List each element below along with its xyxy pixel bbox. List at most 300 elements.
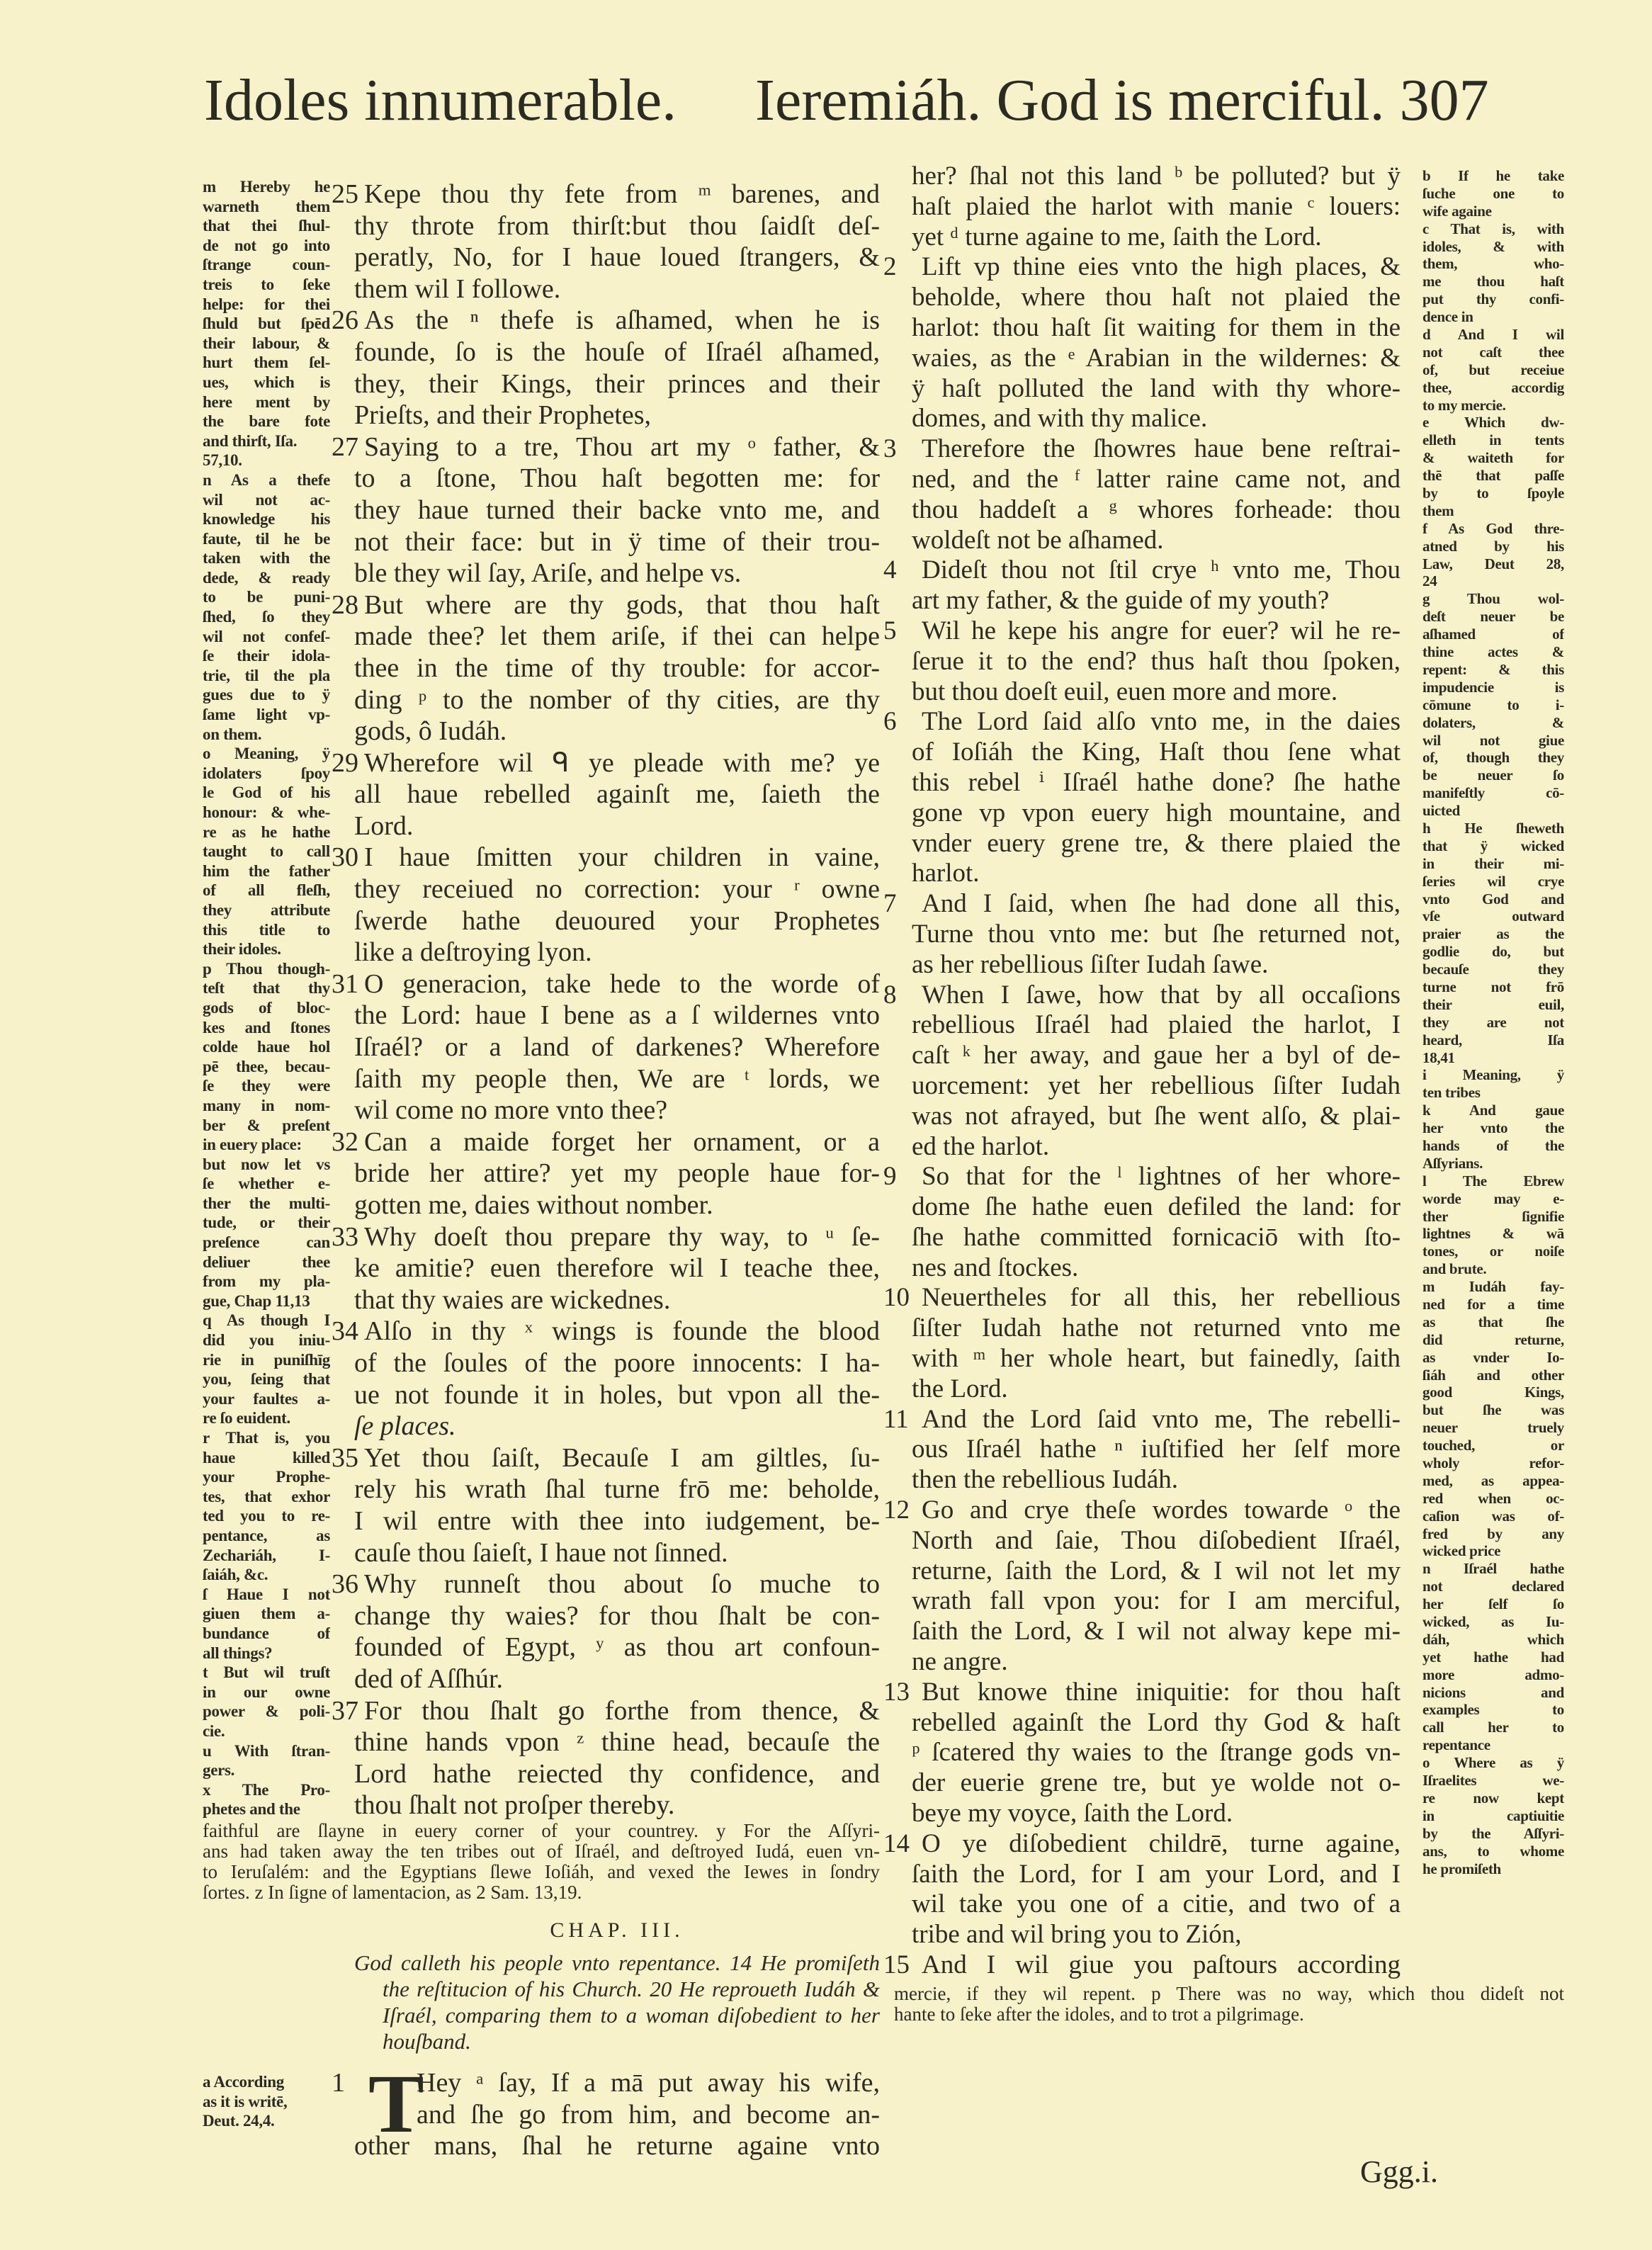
- line-text: to a ſtone, Thou haſt begotten me: for: [354, 463, 880, 494]
- text-line: [912, 829, 1401, 859]
- footnote-line: mercie, if they wil repent. p There was no way, which thou dideſt not: [894, 1984, 1564, 2004]
- running-head-right: Ieremiáh. God is merciful. 307: [755, 67, 1489, 133]
- line-text: rebellious Iſraél had plaied the harlot, I: [912, 1010, 1401, 1040]
- line-text: thee in the time of thy trouble: for accor-: [354, 652, 880, 683]
- margin-note-line: warneth them: [203, 197, 330, 215]
- text-line: [912, 1799, 1401, 1829]
- line-text: ed the harlot.: [912, 1131, 1050, 1161]
- margin-note-line: vnto God and: [1422, 890, 1564, 908]
- margin-note-line: call her to: [1422, 1719, 1564, 1736]
- margin-note-line: Zechariáh, I-: [203, 1546, 330, 1564]
- text-line: [912, 920, 1401, 950]
- line-text: Saying to a tre, Thou art my ᵒ father, &: [364, 431, 880, 462]
- margin-note-line: pentance, as: [203, 1526, 330, 1544]
- margin-note-line: phetes and the: [203, 1800, 300, 1819]
- margin-note-line: in euery place:: [203, 1136, 302, 1154]
- line-text: beye my voyce, ſaith the Lord.: [912, 1799, 1233, 1828]
- text-line: [354, 337, 880, 368]
- margin-note-line: you, ſeing that: [203, 1370, 330, 1389]
- margin-note-line: all things?: [203, 1644, 273, 1662]
- margin-note-line: vſe outward: [1422, 908, 1564, 925]
- margin-note-line: on them.: [203, 725, 262, 743]
- margin-note-line: not caſt thee: [1422, 343, 1564, 361]
- margin-note-line: ſe their idola-: [203, 647, 330, 665]
- margin-note-line: and brute.: [1422, 1260, 1487, 1278]
- margin-note-line: ues, which is: [203, 373, 330, 391]
- text-line: [912, 526, 1401, 556]
- margin-note-line: f As God thre-: [1422, 519, 1564, 537]
- text-line: [912, 344, 1401, 374]
- line-text: Wil he kepe his angre for euer? wil he re-: [922, 616, 1401, 645]
- margin-note-line: he promiſeth: [1422, 1860, 1501, 1877]
- line-text: bride her attire? yet my people haue for-: [354, 1158, 880, 1189]
- margin-note-line: yet hathe had: [1422, 1648, 1564, 1666]
- margin-note-line: uicted: [1422, 802, 1461, 820]
- line-text: harlot: thou haſt ſit waiting for them in the: [912, 312, 1401, 342]
- line-text: I haue ſmitten your children in vaine,: [364, 842, 880, 873]
- text-line: [332, 431, 880, 463]
- text-line: [332, 1316, 880, 1347]
- verse-number: 25: [332, 179, 358, 209]
- text-line: [332, 1221, 880, 1253]
- verse-number: 28: [332, 589, 358, 620]
- text-line: [912, 1010, 1401, 1041]
- margin-note-line: did returne,: [1422, 1330, 1564, 1348]
- margin-note-line: ned for a time: [1422, 1296, 1564, 1313]
- margin-note-line: from my pla-: [203, 1272, 330, 1291]
- line-text: thou haddeſt a ᵍ whores forheade: thou: [912, 494, 1401, 524]
- line-text: and ſhe go from him, and become an-: [417, 2099, 880, 2130]
- margin-note-line: touched, or: [1422, 1437, 1564, 1454]
- line-text: wrath fall vpon you: for I am merciful,: [912, 1586, 1401, 1616]
- summary-line: Iſraél, comparing them to a woman diſobedient to her: [383, 2003, 880, 2028]
- margin-note-line: n As a thefe: [203, 470, 330, 489]
- verse-number: 4: [883, 555, 897, 585]
- margin-note-line: to be puni-: [203, 588, 330, 606]
- text-line: [354, 1758, 880, 1790]
- line-text: wil take you one of a citie, and two of a: [912, 1889, 1401, 1919]
- verse-number: 9: [883, 1162, 897, 1192]
- margin-note-line: praier as the: [1422, 925, 1564, 943]
- right-margin-notes: [1422, 167, 1564, 1877]
- text-line: [354, 526, 880, 558]
- line-text: Iſraél? or a land of darkenes? Wherefore: [354, 1032, 880, 1063]
- line-text: ous Iſraél hathe ⁿ iuſtified her ſelf more: [912, 1435, 1401, 1464]
- line-text: her? ſhal not this land ᵇ be polluted? but ÿ: [912, 162, 1401, 191]
- text-line: [354, 463, 880, 494]
- margin-note-line: they are not: [1422, 1013, 1564, 1031]
- right-footnotes: [894, 1984, 1564, 2025]
- text-line: [912, 313, 1401, 344]
- verse-number: 12: [883, 1496, 910, 1525]
- margin-note-line: their labour, &: [203, 334, 330, 352]
- summary-line: God calleth his people vnto repentance. 14 He promiſeth: [354, 1950, 880, 1975]
- margin-note-line: ſeries wil crye: [1422, 872, 1564, 890]
- text-line: [354, 1253, 880, 1284]
- line-text: Why runneſt thou about ſo muche to: [364, 1569, 880, 1600]
- margin-note-line: haue killed: [203, 1448, 330, 1466]
- line-text: ne angre.: [912, 1647, 1008, 1677]
- text-line: [912, 1435, 1401, 1465]
- margin-note-line: aſhamed of: [1422, 626, 1564, 643]
- line-text: So that for the ˡ lightnes of her whore-: [922, 1162, 1401, 1192]
- margin-note-line: d And I wil: [1422, 326, 1564, 344]
- line-text: ſiſter Iudah hathe not returned vnto me: [912, 1313, 1401, 1343]
- line-text: the Lord.: [912, 1374, 1008, 1403]
- margin-note-line: a According: [203, 2073, 284, 2091]
- summary-line: houſband.: [383, 2029, 471, 2054]
- text-line: [912, 374, 1401, 405]
- margin-note-line: wicked, as Iu-: [1422, 1613, 1564, 1631]
- margin-note-line: hands of the: [1422, 1136, 1564, 1154]
- margin-note-line: q As though I: [203, 1311, 330, 1330]
- text-line: [883, 980, 1401, 1011]
- margin-note-line: rie in puniſhīg: [203, 1350, 330, 1369]
- margin-note-line: l The Ebrew: [1422, 1172, 1564, 1189]
- text-line: [332, 589, 880, 621]
- text-line: [354, 621, 880, 652]
- line-text: waies, as the ᵉ Arabian in the wildernes: &: [912, 343, 1401, 373]
- margin-note-line: cōmune to i-: [1422, 696, 1564, 713]
- text-line: [912, 1071, 1401, 1102]
- line-text: ſaith my people then, We are ᵗ lords, we: [354, 1063, 880, 1094]
- line-text: Lift vp thine eies vnto the high places, &: [922, 252, 1401, 282]
- margin-note-line: dáh, which: [1422, 1630, 1564, 1648]
- margin-note-line: manifeſtly cō-: [1422, 784, 1564, 802]
- line-text: ned, and the ᶠ latter raine came not, and: [912, 464, 1401, 494]
- text-line: [912, 465, 1401, 495]
- margin-note-line: tude, or their: [203, 1214, 330, 1232]
- text-line: [912, 586, 1401, 616]
- margin-note-line: dolaters, &: [1422, 713, 1564, 731]
- line-text: them wil I followe.: [354, 273, 561, 304]
- margin-note-line: & waiteth for: [1422, 449, 1564, 467]
- text-line: [332, 1695, 880, 1727]
- margin-note-line: they attribute: [203, 900, 330, 919]
- margin-note-line: ſtrange coun-: [203, 256, 330, 274]
- line-text: then the rebellious Iudáh.: [912, 1465, 1179, 1495]
- line-text: O ye diſobedient childrē, turne againe,: [922, 1828, 1401, 1858]
- margin-note-line: neuer truely: [1422, 1419, 1564, 1437]
- margin-note-line: r That is, you: [203, 1429, 330, 1447]
- left-footnotes: [203, 1821, 880, 1903]
- text-line: [354, 1000, 880, 1031]
- margin-note-line: their idoles.: [203, 940, 281, 959]
- footnote-line: ſortes. z In ſigne of lamentacion, as 2 Sam. 13,19.: [203, 1882, 582, 1903]
- line-text: Therefore the ſhowres haue bene reſtrai-: [922, 434, 1401, 464]
- margin-note-line: as that ſhe: [1422, 1313, 1564, 1330]
- line-text: ÿ haſt polluted the land with thy whore-: [912, 373, 1401, 403]
- verse-number: 5: [883, 616, 897, 645]
- verse-number: 13: [883, 1677, 910, 1707]
- line-text: And I ſaid, when ſhe had done all this,: [922, 889, 1401, 919]
- margin-note-line: teſt that thy: [203, 979, 330, 997]
- verse-number: 2: [883, 252, 897, 282]
- text-line: [354, 368, 880, 400]
- text-line: [912, 1860, 1401, 1890]
- verse-number: 33: [332, 1221, 358, 1252]
- text-line: [332, 1568, 880, 1600]
- line-text: ᵖ ſcatered thy waies to the ſtrange gods vn-: [912, 1738, 1401, 1768]
- verse-number: 32: [332, 1126, 358, 1157]
- text-line: [332, 968, 880, 1000]
- text-line: [883, 1950, 1401, 1981]
- margin-note-line: ſuche one to: [1422, 184, 1564, 202]
- text-line: [354, 1474, 880, 1505]
- margin-note-line: m Iudáh fay-: [1422, 1278, 1564, 1296]
- text-line: [912, 859, 1401, 889]
- margin-note-line: 18,41: [1422, 1048, 1455, 1066]
- text-line: [354, 1505, 880, 1537]
- margin-note-line: wholy refor-: [1422, 1454, 1564, 1472]
- line-text: caſt ᵏ her away, and gaue her a byl of de-: [912, 1041, 1401, 1070]
- line-text: But where are thy gods, that thou haſt: [364, 589, 880, 620]
- verse-number: 10: [883, 1283, 910, 1313]
- text-line: [354, 1347, 880, 1379]
- text-line: [883, 1283, 1401, 1313]
- margin-note-line: wife againe: [1422, 202, 1492, 220]
- line-text: Alſo in thy ˣ wings is founde the blood: [364, 1316, 880, 1347]
- drop-cap: T: [368, 2057, 424, 2150]
- margin-note-line: him the father: [203, 861, 330, 880]
- line-text: And I wil giue you paſtours according: [922, 1950, 1401, 1980]
- line-text: And the Lord ſaid vnto me, The rebelli-: [922, 1404, 1401, 1434]
- margin-note-line: more admo-: [1422, 1666, 1564, 1683]
- line-text: of the ſoules of the poore innocents: I ha-: [354, 1347, 880, 1378]
- text-line: [332, 179, 880, 210]
- margin-note-line: deliuer thee: [203, 1253, 330, 1271]
- line-text: the Lord: haue I bene as a ſ wildernes vnto: [354, 1000, 880, 1031]
- line-text: Kepe thou thy fete from ᵐ barenes, and: [364, 179, 880, 209]
- margin-note-line: gods of bloc-: [203, 998, 330, 1017]
- margin-note-line: x The Pro-: [203, 1780, 330, 1799]
- margin-note-line: giuen them a-: [203, 1605, 330, 1623]
- margin-note-line: re ſo euident.: [203, 1409, 290, 1428]
- line-text: Neuertheles for all this, her rebellious: [922, 1283, 1401, 1313]
- margin-note-line: i Meaning, ÿ: [1422, 1066, 1564, 1084]
- margin-note-line: c That is, with: [1422, 220, 1564, 237]
- footnote-line: ans had taken away the ten tribes out of Iſraél, and deſtroyed Iudá, euen vn-: [203, 1841, 880, 1862]
- left-column-text: [332, 179, 880, 1821]
- text-line: [883, 889, 1401, 920]
- margin-note-line: n Iſraél hathe: [1422, 1560, 1564, 1578]
- text-line: [912, 1556, 1401, 1587]
- margin-note-line: re as he hathe: [203, 822, 330, 841]
- line-text: The Lord ſaid alſo vnto me, in the daies: [922, 707, 1401, 737]
- line-text: der euerie grene tre, but ye wolde not o-: [912, 1768, 1401, 1798]
- text-line: [883, 1496, 1401, 1526]
- margin-note-line: them: [1422, 502, 1454, 519]
- margin-note-line: ſhuld but ſpēd: [203, 315, 330, 333]
- left-margin-notes: [203, 177, 330, 1819]
- margin-note-line: that ÿ wicked: [1422, 837, 1564, 854]
- line-text: ſwerde hathe deuoured your Prophetes: [354, 905, 880, 936]
- margin-note-line: elleth in tents: [1422, 431, 1564, 449]
- verse-number: 36: [332, 1569, 358, 1600]
- margin-note-line: be neuer ſo: [1422, 767, 1564, 784]
- text-line: [912, 1253, 1401, 1284]
- margin-note-line: your Prophe-: [203, 1468, 330, 1486]
- margin-note-line: ſ Haue I not: [203, 1585, 330, 1603]
- margin-note-line: Iſraelites we-: [1422, 1772, 1564, 1790]
- margin-note-line: godlie do, but: [1422, 943, 1564, 961]
- verse-number: 3: [883, 434, 897, 464]
- line-text: gone vp vpon euery high mountaine, and: [912, 798, 1401, 827]
- margin-note-line: me thou haſt: [1422, 273, 1564, 290]
- margin-note-line: heard, Iſa: [1422, 1031, 1564, 1048]
- margin-note-line: tes, that exhor: [203, 1487, 330, 1505]
- chapter-verse-1: [354, 2057, 880, 2162]
- line-text: Yet thou ſaiſt, Becauſe I am giltles, ſu-: [364, 1442, 880, 1473]
- margin-note-line: this title to: [203, 920, 330, 939]
- text-line: [354, 400, 880, 431]
- right-column-text: [883, 162, 1401, 1981]
- margin-note-line: med, as appea-: [1422, 1471, 1564, 1489]
- margin-note-line: her vnto the: [1422, 1119, 1564, 1137]
- line-text: Go and crye theſe wordes towarde ᵒ the: [922, 1496, 1401, 1525]
- verse-number: 31: [332, 968, 358, 999]
- line-text: but thou doeſt euil, euen more and more.: [912, 677, 1338, 706]
- margin-note-line: to my mercie.: [1422, 396, 1506, 414]
- line-text: they, their Kings, their princes and their: [354, 368, 880, 399]
- line-text: harlot.: [912, 859, 980, 888]
- line-text: returne, ſaith the Lord, & I wil not let my: [912, 1556, 1401, 1585]
- line-text: they haue turned their backe vnto me, and: [354, 494, 880, 525]
- margin-note-line: le God of his: [203, 784, 330, 802]
- text-line: [354, 779, 880, 810]
- text-line: [912, 1374, 1401, 1405]
- text-line: [354, 1063, 880, 1095]
- margin-note-line: repent: & this: [1422, 660, 1564, 678]
- text-line: [912, 1768, 1401, 1799]
- line-text: was not afrayed, but ſhe went alſo, & plai-: [912, 1101, 1401, 1131]
- margin-note-line: ther ſignifie: [1422, 1207, 1564, 1225]
- margin-note-line: m Hereby he: [203, 178, 330, 196]
- line-text: ſaith the Lord, & I wil not alway kepe mi-: [912, 1617, 1401, 1646]
- margin-note-line: trie, til the pla: [203, 666, 330, 684]
- margin-note-line: fred by any: [1422, 1525, 1564, 1542]
- text-line: [883, 1404, 1401, 1435]
- margin-note-line: honour: & whe-: [203, 803, 330, 821]
- margin-note-line: thē that paſſe: [1422, 467, 1564, 485]
- text-line: [912, 1192, 1401, 1223]
- line-text: thine hands vpon ᶻ thine head, becauſe the: [354, 1727, 880, 1758]
- margin-note-line: ted you to re-: [203, 1507, 330, 1525]
- margin-note-line: idoles, & with: [1422, 237, 1564, 255]
- line-text: this rebel ⁱ Iſraél hathe done? ſhe hathe: [912, 767, 1401, 797]
- margin-note-line: in our owne: [203, 1683, 330, 1701]
- line-text: ke amitie? euen therefore wil I teache thee,: [354, 1253, 880, 1284]
- margin-note-line: ſe they were: [203, 1077, 330, 1095]
- margin-note-line: idolaters ſpoy: [203, 764, 330, 782]
- margin-note-line: tones, or noiſe: [1422, 1243, 1564, 1260]
- line-text: I wil entre with thee into iudgement, be-: [354, 1505, 880, 1536]
- line-text: ding ᵖ to the nomber of thy cities, are thy: [354, 684, 880, 715]
- margin-note-line: not declared: [1422, 1578, 1564, 1595]
- text-line: [912, 798, 1401, 829]
- line-text: ſe places.: [354, 1411, 456, 1442]
- footnote-line: to Ieruſalém: and the Egyptians ſlewe Ioſiáh, and vexed the Iewes in ſondry: [203, 1862, 880, 1882]
- line-text: When I ſawe, how that by all occaſions: [922, 980, 1401, 1010]
- text-line: [354, 1726, 880, 1758]
- margin-note-line: bundance of: [203, 1624, 330, 1642]
- margin-note-line: atned by his: [1422, 537, 1564, 555]
- text-line: [912, 677, 1401, 708]
- margin-note-line: 24: [1422, 572, 1437, 590]
- verse-number: 6: [883, 707, 897, 737]
- line-text: North and ſaie, Thou diſobedient Iſraél,: [912, 1525, 1401, 1555]
- margin-note-line: ther the multi-: [203, 1194, 330, 1212]
- text-line: [354, 273, 880, 305]
- margin-note-line: preſence can: [203, 1233, 330, 1252]
- margin-note-line: k And gaue: [1422, 1102, 1564, 1119]
- text-line: [354, 684, 880, 716]
- line-text: thy throte from thirſt:but thou ſaidſt deſ-: [354, 210, 880, 241]
- margin-note-line: ſame light vp-: [203, 706, 330, 724]
- text-line: [912, 1586, 1401, 1617]
- line-text: ue not founde it in holes, but vpon all the-: [354, 1379, 880, 1410]
- line-text: like a deſtroying lyon.: [354, 937, 592, 968]
- line-text: rely his wrath ſhal turne frō me: beholde,: [354, 1474, 880, 1505]
- text-line: [332, 1126, 880, 1158]
- verse-number: 26: [332, 305, 358, 336]
- text-line: [332, 747, 880, 779]
- margin-note-line: turne not frō: [1422, 978, 1564, 995]
- margin-note-line: nicions and: [1422, 1683, 1564, 1701]
- margin-note-line: of, but receiue: [1422, 361, 1564, 378]
- margin-note-line: and thirſt, Iſa.: [203, 431, 298, 450]
- margin-note-line: lightnes & wā: [1422, 1225, 1564, 1243]
- margin-note-line: her ſelf ſo: [1422, 1595, 1564, 1613]
- margin-note-line: t But wil truſt: [203, 1663, 330, 1682]
- line-text: ble they wil ſay, Ariſe, and helpe vs.: [354, 558, 742, 589]
- text-line: [912, 192, 1401, 222]
- margin-note-line: the bare fote: [203, 412, 330, 431]
- margin-note-line: examples to: [1422, 1701, 1564, 1719]
- margin-note-line: repentance: [1422, 1736, 1490, 1754]
- margin-note-line: e Which dw-: [1422, 414, 1564, 431]
- text-line: [912, 404, 1401, 434]
- text-line: [332, 842, 880, 874]
- margin-note-line: knowledge his: [203, 510, 330, 528]
- text-line: [354, 1537, 880, 1569]
- text-line: [883, 707, 1401, 737]
- margin-note-line: kes and ſtones: [203, 1018, 330, 1036]
- verse-number: 14: [883, 1828, 910, 1858]
- margin-note-line: gers.: [203, 1761, 235, 1780]
- text-line: [883, 1162, 1401, 1192]
- margin-note-line: did you iniu-: [203, 1331, 330, 1350]
- line-text: Can a maide forget her ornament, or a: [364, 1126, 880, 1157]
- margin-note-line: but now let vs: [203, 1155, 330, 1173]
- margin-note-line: thine actes &: [1422, 643, 1564, 661]
- footnote-line: hante to ſeke after the idoles, and to trot a pilgrimage.: [894, 2004, 1304, 2025]
- verse-number: 30: [332, 842, 358, 873]
- line-text: tribe and wil bring you to Zión,: [912, 1920, 1242, 1950]
- text-line: [883, 616, 1401, 647]
- text-line: [883, 1677, 1401, 1708]
- line-text: nes and ſtockes.: [912, 1253, 1079, 1282]
- text-line: [883, 252, 1401, 283]
- line-text: ſhe hathe committed fornicaciō with ſto-: [912, 1222, 1401, 1252]
- margin-note-line: worde may e-: [1422, 1189, 1564, 1207]
- text-line: [912, 283, 1401, 313]
- line-text: thou ſhalt not proſper thereby.: [354, 1790, 675, 1821]
- line-text: that thy waies are wickednes.: [354, 1284, 671, 1315]
- text-line: [912, 1102, 1401, 1132]
- margin-note-line: as it is writē,: [203, 2092, 288, 2110]
- margin-note-line: of, though they: [1422, 749, 1564, 767]
